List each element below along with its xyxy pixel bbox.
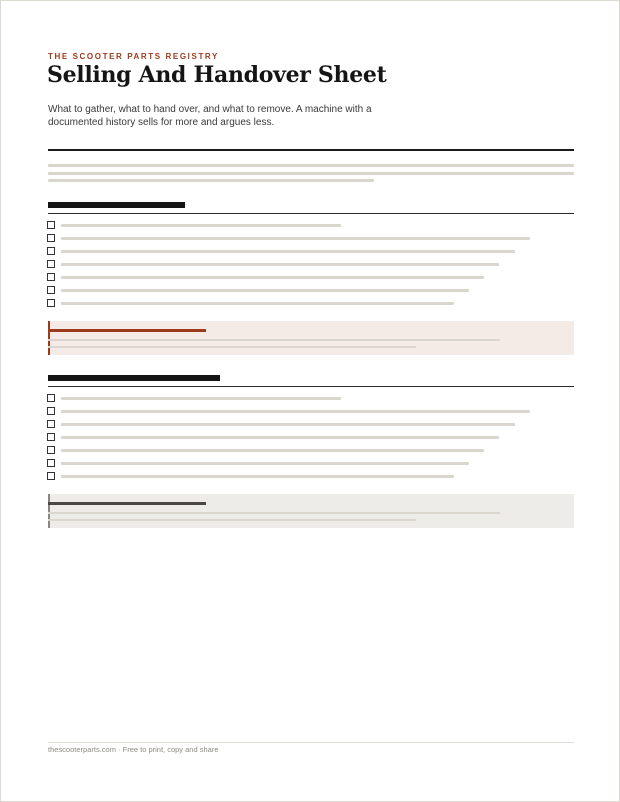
placeholder-line <box>61 237 530 240</box>
placeholder-line <box>61 289 469 292</box>
section-divider <box>48 213 574 214</box>
placeholder-line <box>61 302 454 305</box>
placeholder-line <box>48 164 574 167</box>
callout-heading-placeholder <box>48 502 206 505</box>
intro-text: What to gather, what to hand over, and what to remove. A machine with a documented history sells for more and argues less. <box>48 104 372 128</box>
placeholder-line <box>61 410 530 413</box>
warning-callout <box>48 321 574 355</box>
note-callout <box>48 494 574 528</box>
checkbox[interactable] <box>47 234 55 242</box>
placeholder-line <box>61 250 515 253</box>
callout-heading-placeholder <box>48 329 206 332</box>
checklist-item[interactable] <box>47 220 574 230</box>
checkbox[interactable] <box>47 420 55 428</box>
page-title: Selling And Handover Sheet <box>47 62 387 88</box>
checkbox[interactable] <box>47 446 55 454</box>
placeholder-line <box>48 179 374 182</box>
placeholder-line <box>61 475 454 478</box>
checkbox[interactable] <box>47 221 55 229</box>
checklist-item[interactable] <box>47 246 574 256</box>
section-heading <box>48 202 185 208</box>
checkbox[interactable] <box>47 299 55 307</box>
callout-accent-edge <box>48 494 50 528</box>
checkbox[interactable] <box>47 247 55 255</box>
checklist-item[interactable] <box>47 285 574 295</box>
placeholder-line <box>48 519 416 521</box>
checklist-item[interactable] <box>47 272 574 282</box>
section-heading <box>48 375 220 381</box>
placeholder-line <box>61 423 515 426</box>
checklist-item[interactable] <box>47 445 574 455</box>
placeholder-line <box>48 172 574 175</box>
checklist-item[interactable] <box>47 432 574 442</box>
title-divider <box>48 149 574 151</box>
checkbox[interactable] <box>47 459 55 467</box>
checkbox[interactable] <box>47 407 55 415</box>
checklist-item[interactable] <box>47 259 574 269</box>
checklist-item[interactable] <box>47 458 574 468</box>
placeholder-line <box>48 339 500 341</box>
checkbox[interactable] <box>47 286 55 294</box>
section-divider <box>48 386 574 387</box>
placeholder-line <box>61 449 484 452</box>
checklist-item[interactable] <box>47 393 574 403</box>
registry-kicker: THE SCOOTER PARTS REGISTRY <box>48 52 219 61</box>
placeholder-line <box>61 436 499 439</box>
checklist-item[interactable] <box>47 233 574 243</box>
checklist-item[interactable] <box>47 419 574 429</box>
footer-text: thescooterparts.com · Free to print, copy and share <box>48 745 219 754</box>
checklist-item[interactable] <box>47 471 574 481</box>
checkbox[interactable] <box>47 433 55 441</box>
placeholder-line <box>61 224 341 227</box>
checkbox[interactable] <box>47 273 55 281</box>
placeholder-line <box>61 263 499 266</box>
placeholder-line <box>48 346 416 348</box>
checkbox[interactable] <box>47 394 55 402</box>
checkbox[interactable] <box>47 472 55 480</box>
checklist-item[interactable] <box>47 406 574 416</box>
placeholder-line <box>61 397 341 400</box>
callout-accent-edge <box>48 321 50 355</box>
footer-divider <box>48 742 574 743</box>
checklist-item[interactable] <box>47 298 574 308</box>
placeholder-line <box>61 462 469 465</box>
placeholder-line <box>48 512 500 514</box>
checkbox[interactable] <box>47 260 55 268</box>
placeholder-line <box>61 276 484 279</box>
